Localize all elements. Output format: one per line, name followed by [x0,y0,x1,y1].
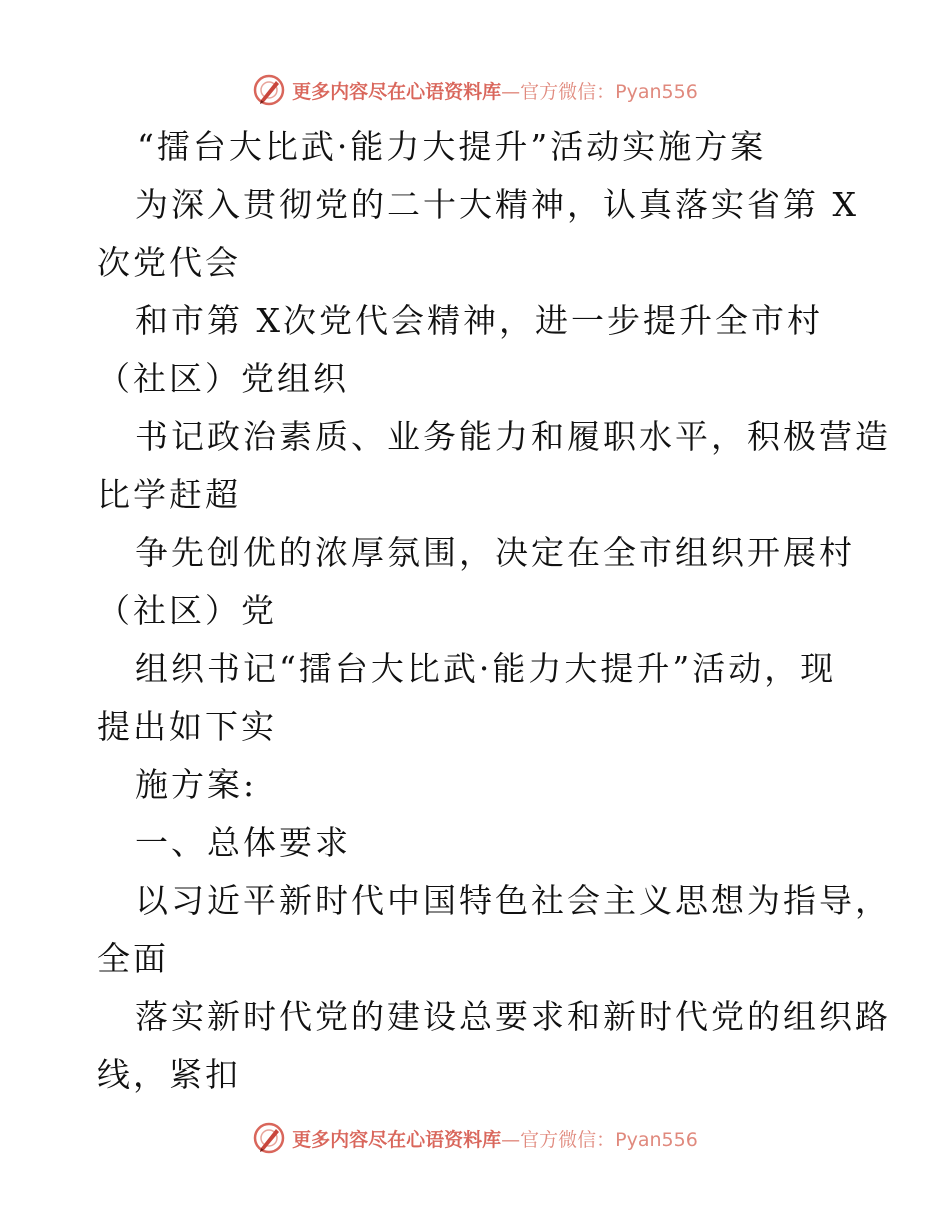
pen-circle-logo-icon [252,73,286,107]
paragraph-line: 比学赶超 [97,475,241,514]
paragraph-line: （社区）党组织 [97,359,349,398]
watermark-dash: — [501,80,521,103]
paragraph-line: 组织书记“擂台大比武·能力大提升”活动，现 [135,649,837,688]
pen-circle-logo-icon [252,1121,286,1155]
watermark-contact-text: 官方微信：Pyan556 [520,1128,698,1151]
paragraph-line: 全面 [97,939,169,978]
watermark-contact-text: 官方微信：Pyan556 [520,80,698,103]
document-body [97,118,891,1104]
paragraph-line: 线，紧扣 [97,1055,241,1094]
header-watermark [0,70,950,110]
paragraph-line: 书记政治素质、业务能力和履职水平，积极营造 [135,417,891,456]
section-heading: 一、总体要求 [135,823,351,862]
footer-watermark [0,1118,950,1158]
watermark-main-text: 更多内容尽在心语资料库 [292,80,502,103]
paragraph-line: 落实新时代党的建设总要求和新时代党的组织路 [135,997,891,1036]
paragraph-line: 次党代会 [97,243,241,282]
paragraph-line: 施方案: [135,765,258,804]
paragraph-line: （社区）党 [97,591,277,630]
watermark-text [292,77,698,104]
paragraph-line: 为深入贯彻党的二十大精神，认真落实省第 X [135,185,859,224]
paragraph-line: 和市第 X次党代会精神，进一步提升全市村 [135,301,823,340]
watermark-main-text: 更多内容尽在心语资料库 [292,1128,502,1151]
paragraph-line: 提出如下实 [97,707,277,746]
paragraph-line: 争先创优的浓厚氛围，决定在全市组织开展村 [135,533,855,572]
watermark-dash: — [501,1128,521,1151]
paragraph-line: 以习近平新时代中国特色社会主义思想为指导， [135,881,891,920]
document-title: “擂台大比武·能力大提升”活动实施方案 [137,127,767,166]
watermark-text [292,1125,698,1152]
